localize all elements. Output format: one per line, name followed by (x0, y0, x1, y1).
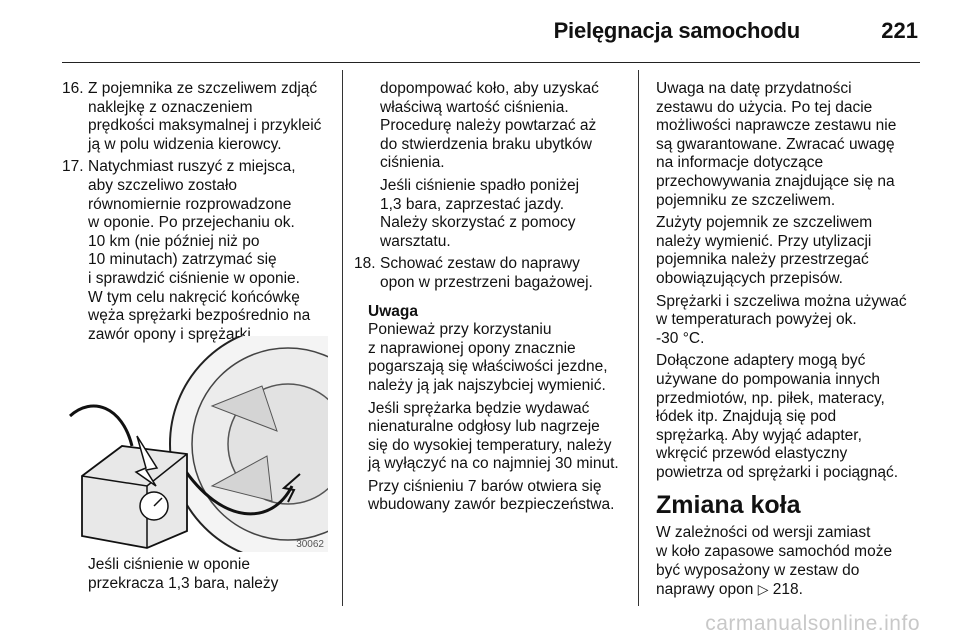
text-line: Jeśli ciśnienie w oponie (88, 556, 250, 573)
text-line: Jeśli sprężarka będzie wydawać (368, 399, 590, 417)
page-reference-link[interactable]: 218. (772, 581, 803, 599)
text-line: z naprawionej opony znacznie (368, 339, 576, 357)
text-line: w koło zapasowe samochód może (656, 543, 893, 561)
text-line: są gwarantowane. Zwracać uwagę (656, 135, 895, 153)
item-number: 16. (62, 80, 84, 97)
item-number: 18. (354, 255, 376, 273)
text-line: Schować zestaw do naprawy (380, 255, 580, 273)
text-line: być wyposażony w zestaw do (656, 561, 860, 579)
page-number: 221 (881, 18, 918, 43)
text-line: pojemnika należy przestrzegać (656, 251, 869, 269)
text-line: pogarszają się właściwości jezdne, (368, 358, 608, 376)
paragraph (368, 400, 624, 474)
header-title: Pielęgnacja samochodu (553, 18, 800, 43)
text-line: przedmiotów, np. piłek, materacy, (656, 389, 885, 407)
text-line: pojemniku ze szczeliwem. (656, 191, 836, 209)
text-line: należy wymienić. Przy utylizacji (656, 232, 872, 250)
text-line: ją wyłączyć na co najmniej 30 minut. (368, 455, 619, 473)
column-divider (342, 70, 343, 606)
paragraph (368, 321, 624, 395)
text-line: Jeśli ciśnienie spadło poniżej (380, 176, 580, 194)
page-header (62, 0, 920, 63)
text-line: w oponie. Po przejechaniu ok. (88, 214, 295, 232)
text-line: nienaturalne odgłosy lub nagrzeje (368, 418, 600, 436)
figure-caption (88, 556, 328, 593)
text-line: właściwą wartość ciśnienia. (380, 98, 569, 116)
text-line: dopompować koło, aby uzyskać (380, 80, 599, 97)
compressor-tire-drawing (62, 336, 328, 552)
text-line: zawór opony i sprężarki. (88, 325, 256, 343)
column-1 (62, 80, 330, 348)
text-line (656, 580, 924, 600)
text-line: Przy ciśnieniu 7 barów otwiera się (368, 477, 602, 495)
text-line: 10 minutach) zatrzymać się (88, 251, 277, 269)
paragraph (656, 524, 924, 599)
text-line: możliwości naprawcze zestawu nie (656, 117, 897, 135)
text-line: opon w przestrzeni bagażowej. (380, 273, 593, 291)
text-line: równomiernie rozprowadzone (88, 195, 292, 213)
text-line: obowiązujących przepisów. (656, 269, 843, 287)
text-line: się do wysokiej temperatury, należy (368, 436, 612, 454)
note-block (354, 303, 624, 516)
text-line: Zużyty pojemnik ze szczeliwem (656, 214, 873, 232)
text-line: Należy skorzystać z pomocy (380, 214, 576, 232)
text-line: wkręcić przewód elastyczny (656, 445, 848, 463)
list-item-18 (354, 255, 624, 292)
paragraph (368, 478, 624, 515)
text-line: wbudowany zawór bezpieczeństwa. (368, 496, 615, 514)
text-line: ciśnienia. (380, 154, 445, 172)
text-line: 10 km (nie później niż po (88, 232, 260, 250)
text-line: powietrza od sprężarki i pociągnąć. (656, 463, 899, 481)
paragraph (656, 214, 924, 288)
text-line: ją w polu widzenia kierowcy. (88, 135, 282, 153)
text-line: i sprawdzić ciśnienie w oponie. (88, 269, 300, 287)
text-line: przechowywania znajdujące się na (656, 172, 895, 190)
paragraph (656, 352, 924, 482)
text-line: 1,3 bara, zaprzestać jazdy. (380, 195, 565, 213)
text-line: Sprężarki i szczeliwa można używać (656, 292, 907, 310)
page-reference-arrow-icon: ▷ (757, 581, 769, 598)
text-line: Procedurę należy powtarzać aż (380, 117, 597, 135)
compressor-illustration (62, 336, 328, 552)
text-line: węża sprężarki bezpośrednio na (88, 307, 311, 325)
text-line: Uwaga na datę przydatności (656, 80, 852, 97)
text-line: przekracza 1,3 bara, należy (88, 574, 279, 592)
paragraph (354, 177, 624, 251)
note-title: Uwaga (368, 302, 418, 320)
text-fragment: naprawy opon (656, 581, 754, 599)
text-line: na informacje dotyczące (656, 154, 824, 172)
item-number: 17. (62, 158, 84, 176)
text-line: -30 °C. (656, 329, 705, 347)
figure-code: 30062 (296, 539, 324, 550)
text-line: aby szczeliwo zostało (88, 176, 238, 194)
text-line: Dołączone adaptery mogą być (656, 352, 866, 370)
text-line: warsztatu. (380, 232, 451, 250)
text-line: w temperaturach powyżej ok. (656, 311, 857, 329)
text-line: zestawu do użycia. Po tej dacie (656, 98, 873, 116)
paragraph (656, 80, 924, 210)
column-2 (354, 80, 624, 519)
text-line: prędkości maksymalnej i przykleić (88, 117, 322, 135)
column-divider (638, 70, 639, 606)
text-line: używane do pompowania innych (656, 370, 881, 388)
paragraph (354, 80, 624, 173)
text-line: W zależności od wersji zamiast (656, 524, 871, 542)
section-title: Zmiana koła (656, 491, 801, 520)
text-line: do stwierdzenia braku ubytków (380, 135, 592, 153)
text-line: Ponieważ przy korzystaniu (368, 321, 552, 339)
text-line: W tym celu nakręcić końcówkę (88, 288, 300, 306)
column-3 (656, 80, 924, 604)
text-line: Natychmiast ruszyć z miejsca, (88, 158, 296, 176)
text-line: naklejkę z oznaczeniem (88, 98, 253, 116)
list-item-16 (62, 80, 330, 154)
watermark: carmanualsonline.info (705, 612, 920, 635)
text-line: sprężarką. Aby wyjąć adapter, (656, 426, 862, 444)
text-line: łódek itp. Znajdują się pod (656, 408, 837, 426)
paragraph (656, 293, 924, 349)
text-line: należy ją jak najszybciej wymienić. (368, 376, 606, 394)
text-line: Z pojemnika ze szczeliwem zdjąć (88, 80, 318, 97)
list-item-17 (62, 158, 330, 344)
